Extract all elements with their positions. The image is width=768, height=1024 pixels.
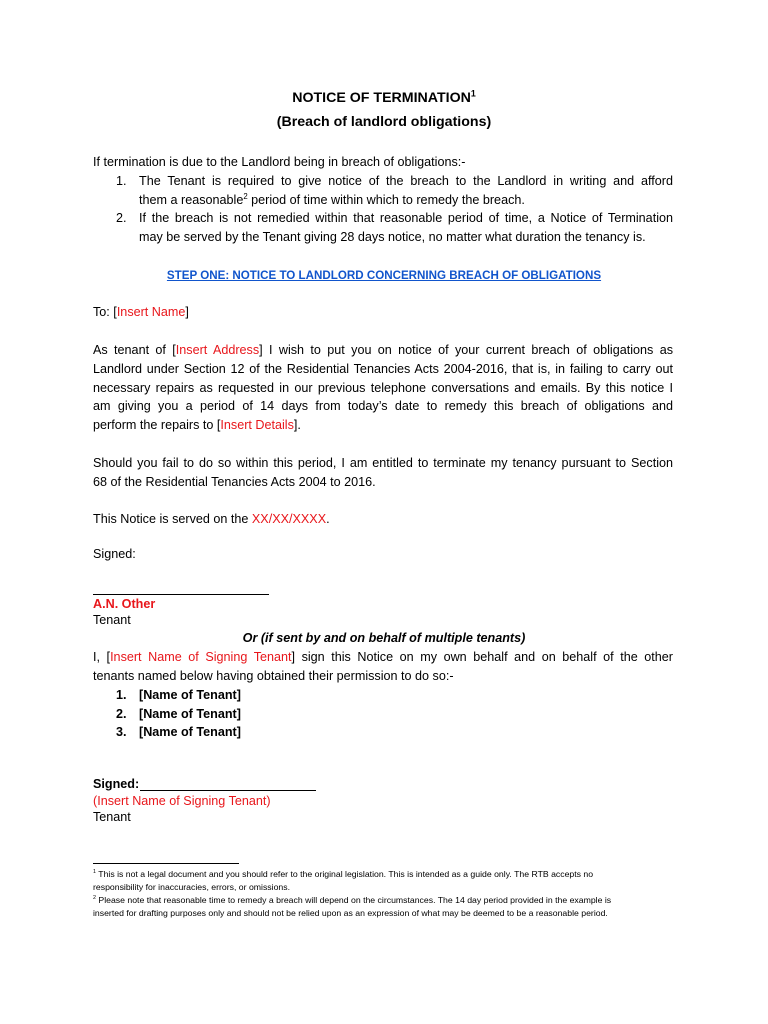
footnote-separator [93,863,239,864]
body-paragraph-line: Should you fail to do so within this period, I am entitled to terminate my tenancy pursuant to Section [93,456,673,470]
body-paragraph-line: 68 of the Residential Tenancies Acts 2004 to 2016. [93,475,376,489]
signed-label-2: Signed: [93,777,140,791]
body-paragraph-line: necessary repairs as requested in our previous telephone conversations and emails. By this notice I [93,381,673,395]
insert-address-placeholder: Insert Address [175,343,260,357]
insert-details-placeholder: Insert Details [220,418,294,432]
multi-tenant-text: I, [Insert Name of Signing Tenant] sign this Notice on my own behalf and on behalf of the other [93,650,673,664]
signer-role: Tenant [93,613,131,627]
condition-text: The Tenant is required to give notice of the breach to the Landlord in writing and afford [139,174,673,188]
body-paragraph-line: am giving you a period of 14 days from today’s date to remedy this breach of obligations and [93,399,673,413]
tenant-name-item: [Name of Tenant] [139,688,241,702]
document-title: NOTICE OF TERMINATION$^1$ [292,88,476,106]
footnote-ref-1: 1 [470,88,476,99]
condition-text: may be served by the Tenant giving 28 days notice, no matter what duration the tenancy is. [139,230,646,244]
condition-number: 2. [116,211,127,225]
served-date-line: This Notice is served on the XX/XX/XXXX. [93,512,330,526]
signed-label: Signed: [93,547,136,561]
document-subtitle: (Breach of landlord obligations) [276,114,492,130]
body-paragraph-line: As tenant of [Insert Address] I wish to put you on notice of your current breach of obligations as [93,343,673,357]
body-paragraph-line: Landlord under Section 12 of the Residential Tenancies Acts 2004-2016, that is, in failing to carry out [93,362,673,376]
insert-signing-tenant-placeholder: Insert Name of Signing Tenant [110,650,292,664]
condition-text: If the breach is not remedied within that reasonable period of time, a Notice of Termination [139,211,673,225]
condition-number: 1. [116,174,127,188]
intro-text: If termination is due to the Landlord being in breach of obligations:- [93,155,466,169]
multiple-tenants-heading: Or (if sent by and on behalf of multiple tenants) [242,631,526,645]
footnote-2-cont: inserted for drafting purposes only and should not be relied upon as an expression of what may be deemed to be a reasonable period. [93,908,608,918]
date-placeholder: XX/XX/XXXX [251,512,327,526]
insert-signing-tenant-placeholder-2: Insert Name of Signing Tenant [97,794,267,808]
footnote-2: $^2$ Please note that reasonable time to remedy a breach will depend on the circumstances. The 14 day period provided in the example is [93,895,612,905]
footnote-1-cont: responsibility for inaccuracies, errors, or omissions. [93,882,290,892]
tenant-number: 1. [116,688,127,702]
tenant-name-item: [Name of Tenant] [139,707,241,721]
condition-text: them a reasonable$^2$ period of time within which to remedy the breach. [139,191,525,207]
step-one-heading[interactable]: STEP ONE: NOTICE TO LANDLORD CONCERNING BREACH OF OBLIGATIONS [166,269,602,282]
tenant-name-item: [Name of Tenant] [139,725,241,739]
footnote-1: $^1$ This is not a legal document and you should refer to the original legislation. This is intended as a guide only. The RTB accepts no [93,869,594,879]
signer-name: A.N. Other [93,597,156,611]
footnote-ref-2: 2 [243,191,248,201]
recipient-line: To: [Insert Name] [93,305,189,319]
signing-tenant-line: (Insert Name of Signing Tenant) [93,794,271,808]
tenant-number: 2. [116,707,127,721]
tenant-number: 3. [116,725,127,739]
insert-name-placeholder: Insert Name [116,305,186,319]
signature-line-2 [140,790,316,791]
body-paragraph-line: perform the repairs to [Insert Details]. [93,418,301,432]
multi-tenant-text: tenants named below having obtained their permission to do so:- [93,669,454,683]
signing-tenant-role: Tenant [93,810,131,824]
signature-line [93,594,269,595]
